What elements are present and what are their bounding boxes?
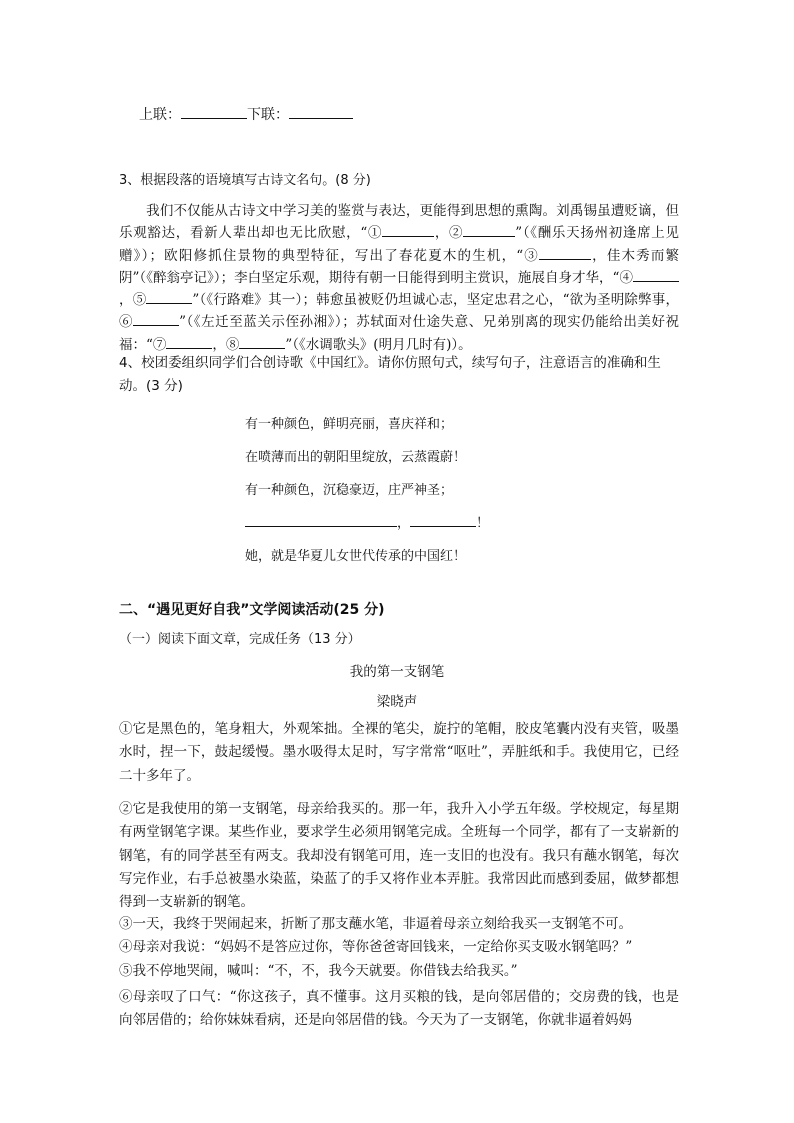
poem-line-3: 有一种颜色，沉稳豪迈，庄严神圣； — [245, 483, 454, 498]
paragraph-3: ③一天，我终于哭闹起来，折断了那支蘸水笔，非逼着母亲立刻给我买一支钢笔不可。 — [119, 916, 632, 932]
q3-text-4: ，佳木秀而繁阴”（《醉翁亭记》）；李白坚定乐观，期待有朝一日能得到明主赏识，施展自身才华，“④ — [119, 247, 679, 286]
article-title: 我的第一支钢笔 — [349, 664, 445, 680]
q3-text-1: 我们不仅能从古诗文中学习美的鉴赏与表达，更能得到思想的熏陶。刘禹锡虽遭贬谪，但乐观豁达，看新人辈出却也无比欣慰，“① — [119, 203, 679, 242]
question-4-heading: 4、校团委组织同学们合创诗歌《中国红》。请你仿照句式，续写句子，注意语言的准确和生动。(3 分) — [119, 355, 661, 394]
blank-2[interactable] — [463, 222, 515, 237]
article-author: 梁晓声 — [376, 694, 418, 710]
poem-line-4-answer — [245, 507, 489, 540]
paragraph-6: ⑥母亲叹了口气：“你这孩子，真不懂事。这月买粮的钱，是向邻居借的；交房费的钱，也是向邻居借的；给你妹妹看病，还是向邻居借的钱。今天为了一支钢笔，你就非逼着妈妈 — [119, 989, 679, 1029]
blank-5[interactable] — [146, 289, 192, 304]
q3-text-7: ”（《左迁至蓝关示侄孙湘》）；苏轼面对仕途失意、兄弟别离的现实仍能给出美好祝福：“⑦ — [119, 314, 680, 353]
blank-3[interactable] — [539, 245, 591, 260]
blank-4[interactable] — [633, 267, 679, 282]
poem-blank-2[interactable] — [410, 512, 476, 527]
paragraph-5: ⑤我不停地哭闹，喊叫：“不，不，我今天就要。你借钱去给我买。” — [119, 962, 518, 979]
couplet-lower-label: 下联： — [247, 107, 289, 123]
couplet-answer-line — [139, 104, 353, 124]
blank-1[interactable] — [382, 222, 434, 237]
couplet-upper-label: 上联： — [139, 107, 181, 123]
q3-text-8: ，⑧ — [212, 336, 240, 353]
poem-line-5: 她，就是华夏儿女世代传承的中国红！ — [245, 549, 467, 564]
question-3-paragraph — [119, 200, 679, 356]
q3-text-2: ，② — [434, 225, 464, 242]
paragraph-1: ①它是黑色的，笔身粗大，外观笨拙。全裸的笔尖，旋拧的笔帽，胶皮笔囊内没有夹管，吸墨水时，捏一下，鼓起缓慢。墨水吸得太足时，写字常常“呕吐”，弄脏纸和手。我使用它，已经二十多年了。 — [119, 721, 679, 784]
subsection-1-heading: （一）阅读下面文章，完成任务（13 分） — [119, 632, 361, 647]
paragraph-2: ②它是我使用的第一支钢笔，母亲给我买的。那一年，我升入小学五年级。学校规定，每星期有两堂钢笔字课。某些作业，要求学生必须用钢笔完成。全班每一个同学，都有了一支崭新的钢笔，有的同学甚至有两支。我却没有钢笔可用，连一支旧的也没有。我只有蘸水钢笔，每次写完作业，右手总被墨水染蓝，染蓝了的手又将作业本弄脏。我常因此而感到委屈，做梦都想得到一支崭新的钢笔。 — [119, 801, 679, 911]
q3-text-6: ”（《行路难》其一）；韩愈虽被贬仍坦诚心志，坚定忠君之心，“欲为圣明除弊事，⑥ — [119, 292, 679, 331]
poem-line-1: 有一种颜色，鲜明亮丽，喜庆祥和； — [245, 417, 454, 432]
poem-separator: ， — [397, 516, 411, 531]
question-3-heading: 3、根据段落的语境填写古诗文名句。(8 分) — [119, 173, 371, 188]
paragraphs-3-5 — [119, 913, 679, 983]
q3-text-3: ”（《酬乐天扬州初逢席上见赠》）；欧阳修抓住景物的典型特征，写出了春花夏木的生机，“③ — [119, 225, 679, 264]
blank-6[interactable] — [133, 311, 179, 326]
q3-text-5: ，⑤ — [119, 292, 147, 309]
paragraph-4: ④母亲对我说：“妈妈不是答应过你，等你爸爸寄回钱来，一定给你买支吸水钢笔吗？” — [119, 939, 633, 956]
section-2-heading: 二、“遇见更好自我”文学阅读活动(25 分) — [119, 602, 385, 618]
couplet-upper-blank[interactable] — [181, 104, 247, 119]
couplet-lower-blank[interactable] — [289, 104, 353, 119]
poem-block — [245, 408, 489, 573]
q3-text-9: ”（《水调歌头》(明月几时有)）。 — [285, 336, 472, 353]
poem-line-2: 在喷薄而出的朝阳里绽放，云蒸霞蔚！ — [245, 450, 467, 465]
poem-end-mark: ！ — [476, 516, 490, 531]
blank-8[interactable] — [239, 334, 285, 349]
blank-7[interactable] — [166, 334, 212, 349]
poem-blank-1[interactable] — [245, 512, 397, 527]
